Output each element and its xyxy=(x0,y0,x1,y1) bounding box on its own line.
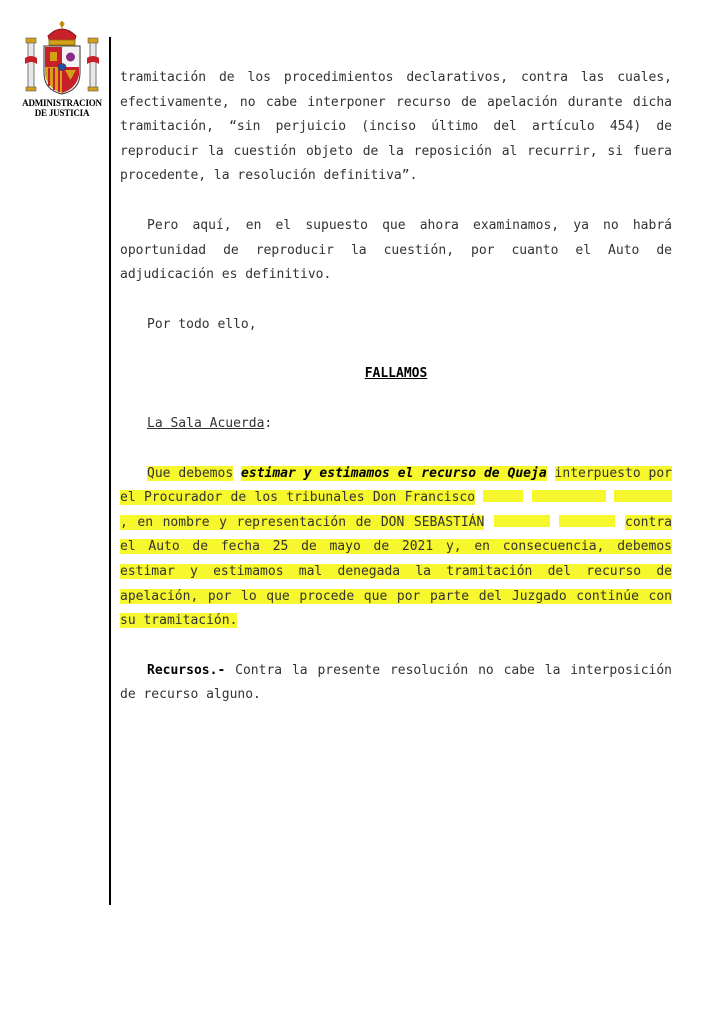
document-body xyxy=(120,66,672,708)
logo xyxy=(22,18,102,118)
heading-fallamos xyxy=(120,362,672,387)
paragraph-1: tramitación de los procedimientos declarativos, contra las cuales, efectivamente, no cabe interponer recurso de apelación durante dicha tramitación, “sin perjuicio (inciso último del artículo 454) de reproducir la cuestión objeto de la reposición al recurrir, si fuera procedente, la resolución definitiva”. xyxy=(120,70,672,184)
fallo-intro: Que debemos xyxy=(147,465,234,481)
recursos-paragraph xyxy=(120,659,672,708)
heading-text: FALLAMOS xyxy=(364,366,428,382)
redaction-3 xyxy=(614,490,672,502)
fallo-paragraph xyxy=(120,462,672,634)
redaction-4 xyxy=(494,515,550,527)
logo-label-line1: ADMINISTRACION xyxy=(22,98,102,108)
sala-acuerda-text: La Sala Acuerda xyxy=(147,415,265,431)
sala-acuerda xyxy=(120,412,672,437)
logo-label-line2: DE JUSTICIA xyxy=(34,108,90,118)
fallo-part1: interpuesto por el Procurador de los tribunales Don Francisco xyxy=(120,465,673,506)
paragraph-3-text: Por todo ello, xyxy=(147,316,257,332)
logo-label xyxy=(22,98,102,118)
fallo-part2: , en nombre y representación de DON SEBASTIÁN xyxy=(120,514,485,530)
fallo-part3: contra el Auto de fecha 25 de mayo de 2021 y, en consecuencia, debemos estimar y estimamos mal denegada la tramitación del recurso de apelación, por lo que procede que por parte del Juzgado continúe con su tramitación. xyxy=(120,514,672,629)
sala-acuerda-colon: : xyxy=(264,415,273,431)
fallo-bold-phrase: estimar y estimamos el recurso de Queja xyxy=(241,465,547,481)
redaction-2 xyxy=(532,490,606,502)
redaction-1 xyxy=(483,490,523,502)
paragraph-2 xyxy=(120,214,672,288)
margin-rule xyxy=(109,37,111,905)
recursos-text: Contra la presente resolución no cabe la interposición de recurso alguno. xyxy=(120,662,672,703)
coat-of-arms-icon xyxy=(23,18,101,96)
recursos-label: Recursos.- xyxy=(147,662,226,678)
paragraph-3 xyxy=(120,313,672,338)
redaction-5 xyxy=(559,515,615,527)
paragraph-2-text: Pero aquí, en el supuesto que ahora examinamos, ya no habrá oportunidad de reproducir la cuestión, por cuanto el Auto de adjudicación es definitivo. xyxy=(120,217,672,283)
